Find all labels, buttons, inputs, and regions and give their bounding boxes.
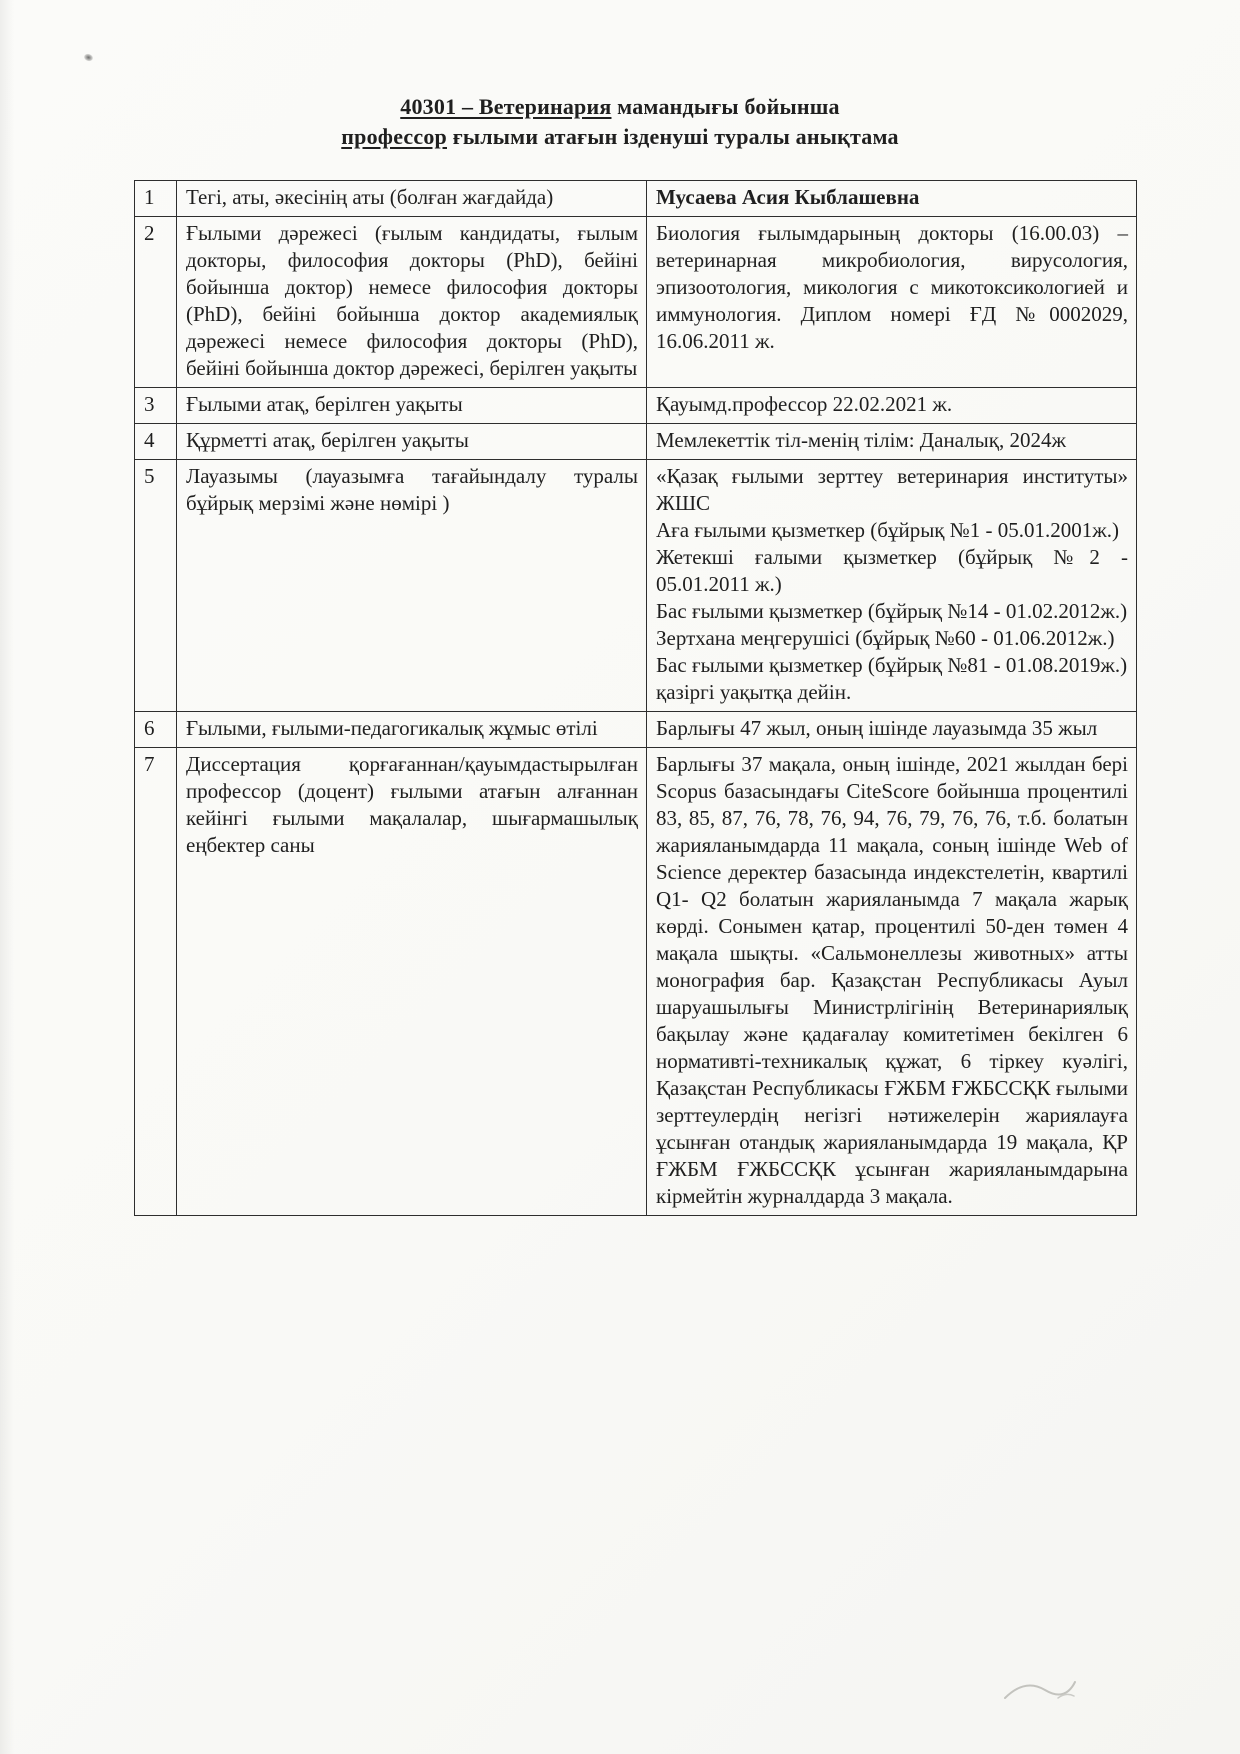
value-line: Мусаева Асия Кыблашевна bbox=[656, 185, 920, 209]
row-number: 5 bbox=[135, 460, 177, 712]
scan-edge-shadow bbox=[0, 0, 14, 1754]
row-number: 4 bbox=[135, 424, 177, 460]
row-label: Ғылыми, ғылыми-педагогикалық жұмыс өтілі bbox=[177, 712, 647, 748]
value-line: Барлығы 37 мақала, оның ішінде, 2021 жылдан бері Scopus базасындағы CiteScore бойынша процентилі 83, 85, 87, 76, 78, 76, 94, 76, 79, 76, 76, т.б. болатын жарияланымдарда 11 мақала, соның ішінде Web of Science деректер базасында индекстелетін, квартилі Q1- Q2 болатын жарияланымда 7 мақала жарық көрді. Сонымен қатар, процентилі 50-ден төмен 4 мақала шықты. «Сальмонеллезы животных» атты монография бар. Қазақстан Республикасы Ауыл шаруашылығы Министрлігінің Ветеринариялық бақылау және қадағалау комитетімен бекілген 6 нормативті-техникалық құжат, 6 тіркеу куәлігі, Қазақстан Республикасы ҒЖБМ ҒЖБССҚК ғылыми зерттеулердің негізгі нәтижелерін жариялауға ұсынған отандық жарияланымдарда 19 мақала, ҚР ҒЖБМ ҒЖБССҚК ұсынған жарияланымдарына кірмейтін журналдарда 3 мақала. bbox=[656, 752, 1128, 1208]
title-underlined-part: профессор bbox=[341, 124, 447, 149]
value-line: Биология ғылымдарының докторы (16.00.03) – ветеринарная микробиология, вирусология, эпизоотология, микология с микотоксикологией и иммунология. Диплом номері ҒД №0002029, 16.06.2011 ж. bbox=[656, 221, 1128, 353]
value-line: Қауымд.профессор 22.02.2021 ж. bbox=[656, 392, 953, 416]
row-value bbox=[647, 388, 1137, 424]
row-label: Ғылыми атақ, берілген уақыты bbox=[177, 388, 647, 424]
value-line: Зертхана меңгерушісі (бұйрық №60 - 01.06.2012ж.) bbox=[656, 626, 1115, 650]
document-title bbox=[0, 0, 1240, 152]
row-number: 2 bbox=[135, 217, 177, 388]
value-line: қазіргі уақытқа дейін. bbox=[656, 680, 852, 704]
row-number: 1 bbox=[135, 181, 177, 217]
table-row-work-experience bbox=[135, 712, 1137, 748]
row-label: Тегі, аты, әкесінің аты (болған жағдайда) bbox=[177, 181, 647, 217]
row-label: Құрметті атақ, берілген уақыты bbox=[177, 424, 647, 460]
value-line: Аға ғылыми қызметкер (бұйрық №1 - 05.01.2001ж.) bbox=[656, 518, 1120, 542]
table-row-publications bbox=[135, 748, 1137, 1216]
title-rest-part: ғылыми атағын ізденуші туралы анықтама bbox=[447, 124, 899, 149]
row-label: Лауазымы (лауазымға тағайындалу туралы бұйрық мерзімі және нөмірі ) bbox=[177, 460, 647, 712]
row-value bbox=[647, 460, 1137, 712]
value-line: Жетекші ғалыми қызметкер (бұйрық №2 - 05.01.2011 ж.) bbox=[656, 545, 1128, 596]
row-label: Диссертация қорғағаннан/қауымдастырылған профессор (доцент) ғылыми атағын алғаннан кейінгі ғылыми мақалалар, шығармашылық еңбектер саны bbox=[177, 748, 647, 1216]
table-row-scientific-title bbox=[135, 388, 1137, 424]
table-row-scientific-degree bbox=[135, 217, 1137, 388]
row-value bbox=[647, 748, 1137, 1216]
title-underlined-part: 40301 – Ветеринария bbox=[400, 94, 612, 119]
row-number: 6 bbox=[135, 712, 177, 748]
table-row-full-name bbox=[135, 181, 1137, 217]
row-value bbox=[647, 181, 1137, 217]
row-label: Ғылыми дәрежесі (ғылым кандидаты, ғылым докторы, философия докторы (PhD), бейіні бойынша доктор) немесе философия докторы (PhD), бейіні бойынша доктор академиялық дәрежесі немесе философия докторы (PhD), бейіні бойынша доктор дәрежесі, берілген уақыты bbox=[177, 217, 647, 388]
applicant-info-table bbox=[134, 180, 1137, 1216]
table-row-position bbox=[135, 460, 1137, 712]
value-line: «Қазақ ғылыми зерттеу ветеринария институты» ЖШС bbox=[656, 464, 1128, 515]
row-number: 3 bbox=[135, 388, 177, 424]
value-line: Барлығы 47 жыл, оның ішінде лауазымда 35 жыл bbox=[656, 716, 1098, 740]
document-title-line1 bbox=[0, 92, 1240, 122]
scan-pen-mark-artifact bbox=[1000, 1668, 1080, 1708]
table-row-honorary-title bbox=[135, 424, 1137, 460]
row-value bbox=[647, 217, 1137, 388]
document-title-line2 bbox=[0, 122, 1240, 152]
row-number: 7 bbox=[135, 748, 177, 1216]
row-value bbox=[647, 712, 1137, 748]
value-line: Мемлекеттік тіл-менің тілім: Даналық, 2024ж bbox=[656, 428, 1066, 452]
row-value bbox=[647, 424, 1137, 460]
value-line: Бас ғылыми қызметкер (бұйрық №81 - 01.08.2019ж.) bbox=[656, 653, 1128, 677]
title-rest-part: мамандығы бойынша bbox=[611, 94, 840, 119]
value-line: Бас ғылыми қызметкер (бұйрық №14 - 01.02.2012ж.) bbox=[656, 599, 1128, 623]
